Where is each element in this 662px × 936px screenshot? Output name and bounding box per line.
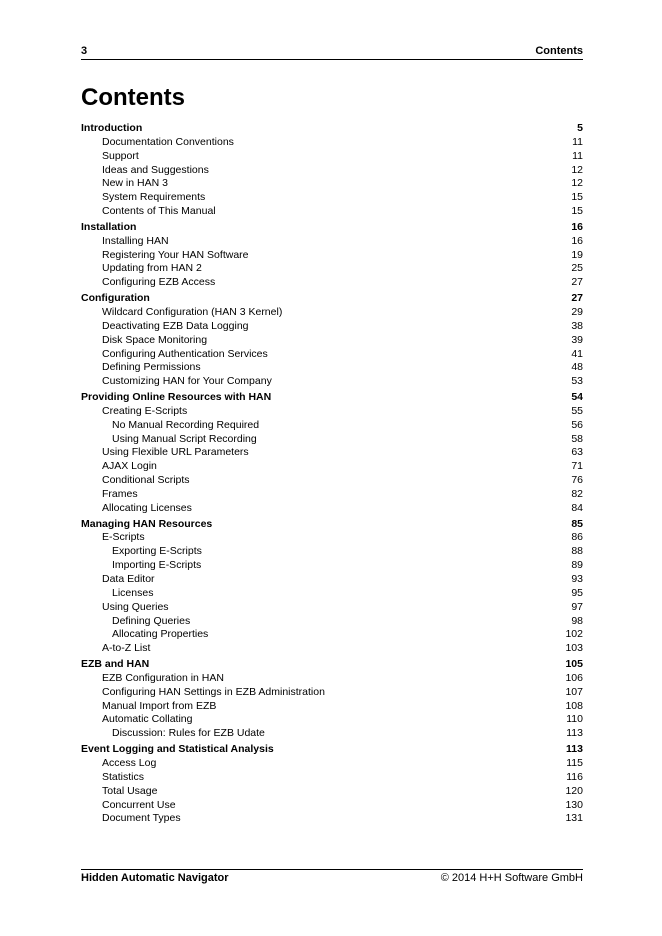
toc-entry[interactable] bbox=[81, 573, 583, 587]
toc-entry[interactable] bbox=[81, 587, 583, 601]
toc-entry-page: 130 bbox=[565, 798, 583, 811]
toc-entry-title[interactable]: Documentation Conventions bbox=[102, 135, 234, 148]
toc-entry-page: 25 bbox=[571, 262, 583, 275]
toc-entry-title[interactable]: Access Log bbox=[102, 756, 157, 769]
toc-entry[interactable] bbox=[81, 446, 583, 460]
toc-entry-title[interactable]: Creating E-Scripts bbox=[102, 404, 188, 417]
toc-entry[interactable] bbox=[81, 405, 583, 419]
toc-entry-title[interactable]: System Requirements bbox=[102, 191, 206, 204]
toc-entry[interactable] bbox=[81, 150, 583, 164]
toc-entry-title[interactable]: Customizing HAN for Your Company bbox=[102, 375, 272, 388]
toc-entry[interactable] bbox=[81, 727, 583, 741]
toc-entry-page: 27 bbox=[571, 276, 583, 289]
toc-entry-title[interactable]: Frames bbox=[102, 487, 138, 500]
toc-entry[interactable] bbox=[81, 502, 583, 516]
toc-entry[interactable] bbox=[81, 164, 583, 178]
footer-title: Hidden Automatic Navigator bbox=[81, 872, 229, 884]
toc-entry[interactable] bbox=[81, 812, 583, 826]
toc-entry-title[interactable]: Managing HAN Resources bbox=[81, 517, 213, 530]
page-number: 3 bbox=[81, 45, 88, 57]
toc-entry[interactable] bbox=[81, 221, 583, 235]
toc-entry-page: 76 bbox=[571, 474, 583, 487]
toc-entry-page: 15 bbox=[571, 205, 583, 218]
toc-entry-title[interactable]: Registering Your HAN Software bbox=[102, 248, 249, 261]
toc-entry-page: 39 bbox=[571, 333, 583, 346]
toc-entry[interactable] bbox=[81, 249, 583, 263]
toc-entry[interactable] bbox=[81, 743, 583, 757]
toc-entry[interactable] bbox=[81, 799, 583, 813]
toc-entry[interactable] bbox=[81, 348, 583, 362]
toc-entry-title[interactable]: Event Logging and Statistical Analysis bbox=[81, 743, 274, 756]
toc-entry-title[interactable]: Allocating Properties bbox=[112, 628, 209, 641]
toc-entry-page: 103 bbox=[565, 642, 583, 655]
toc-entry[interactable] bbox=[81, 205, 583, 219]
toc-entry-title[interactable]: Configuring HAN Settings in EZB Administration bbox=[102, 685, 325, 698]
toc-entry-title[interactable]: Total Usage bbox=[102, 784, 158, 797]
toc-entry[interactable] bbox=[81, 361, 583, 375]
toc-entry[interactable] bbox=[81, 601, 583, 615]
toc-entry[interactable] bbox=[81, 474, 583, 488]
page-header bbox=[81, 45, 583, 60]
toc-entry-title[interactable]: Allocating Licenses bbox=[102, 501, 192, 514]
toc-entry-title[interactable]: EZB Configuration in HAN bbox=[102, 671, 224, 684]
toc-entry-title[interactable]: Defining Queries bbox=[112, 614, 191, 627]
toc-entry-title[interactable]: Support bbox=[102, 149, 139, 162]
toc-entry-title[interactable]: EZB and HAN bbox=[81, 658, 150, 671]
toc-entry-page: 106 bbox=[565, 671, 583, 684]
toc-entry[interactable] bbox=[81, 320, 583, 334]
toc-entry[interactable] bbox=[81, 531, 583, 545]
toc-entry[interactable] bbox=[81, 460, 583, 474]
toc-entry[interactable] bbox=[81, 276, 583, 290]
toc-entry[interactable] bbox=[81, 785, 583, 799]
toc-entry[interactable] bbox=[81, 545, 583, 559]
toc-entry-title[interactable]: Document Types bbox=[102, 812, 181, 825]
toc-entry-title[interactable]: Data Editor bbox=[102, 573, 155, 585]
toc-entry-title[interactable]: Concurrent Use bbox=[102, 798, 176, 811]
toc-entry[interactable] bbox=[81, 559, 583, 573]
toc-entry[interactable] bbox=[81, 518, 583, 532]
toc-entry-page: 120 bbox=[565, 784, 583, 797]
toc-entry-page: 48 bbox=[571, 361, 583, 374]
toc-entry-page: 116 bbox=[566, 770, 583, 783]
toc-entry-title[interactable]: Statistics bbox=[102, 770, 145, 783]
toc-entry-page: 19 bbox=[571, 248, 583, 261]
toc-entry-page: 115 bbox=[566, 756, 583, 769]
toc-entry[interactable] bbox=[81, 771, 583, 785]
toc-entry-title[interactable]: Discussion: Rules for EZB Udate bbox=[112, 727, 265, 740]
toc-entry-title[interactable]: Using Queries bbox=[102, 600, 169, 613]
toc-entry-page: 89 bbox=[571, 559, 583, 572]
toc-entry-title[interactable]: Licenses bbox=[112, 586, 154, 599]
toc-entry[interactable] bbox=[81, 292, 583, 306]
toc-entry-page: 56 bbox=[571, 418, 583, 431]
toc-entry-page: 16 bbox=[571, 220, 583, 233]
toc-entry-title[interactable]: Contents of This Manual bbox=[102, 205, 216, 218]
toc-entry-title[interactable]: Configuring Authentication Services bbox=[102, 347, 268, 360]
toc-entry-title[interactable]: Manual Import from EZB bbox=[102, 699, 217, 712]
toc-entry-title[interactable]: New in HAN 3 bbox=[102, 177, 168, 190]
toc-entry-page: 5 bbox=[577, 122, 583, 134]
toc-entry-title[interactable]: AJAX Login bbox=[102, 460, 157, 473]
toc-entry-page: 110 bbox=[566, 713, 583, 726]
toc-entry-page: 29 bbox=[571, 305, 583, 318]
page-title: Contents bbox=[81, 84, 185, 111]
toc-entry-title[interactable]: A-to-Z List bbox=[102, 642, 151, 655]
toc-entry-page: 55 bbox=[571, 404, 583, 417]
toc-entry[interactable] bbox=[81, 419, 583, 433]
toc-entry[interactable] bbox=[81, 177, 583, 191]
toc-entry[interactable] bbox=[81, 757, 583, 771]
toc-entry-title[interactable]: Introduction bbox=[81, 122, 143, 134]
toc-entry-page: 93 bbox=[571, 573, 583, 585]
toc-entry-title[interactable]: Disk Space Monitoring bbox=[102, 333, 208, 346]
toc-entry[interactable] bbox=[81, 391, 583, 405]
toc-entry[interactable] bbox=[81, 433, 583, 447]
toc-entry-page: 12 bbox=[571, 163, 583, 176]
toc-entry-title[interactable]: Deactivating EZB Data Logging bbox=[102, 319, 249, 332]
toc-entry[interactable] bbox=[81, 122, 583, 136]
toc-entry[interactable] bbox=[81, 306, 583, 320]
toc-entry-title[interactable]: Configuring EZB Access bbox=[102, 276, 216, 289]
toc-entry-page: 113 bbox=[566, 743, 583, 756]
toc-entry[interactable] bbox=[81, 700, 583, 714]
toc-entry-title[interactable]: Ideas and Suggestions bbox=[102, 163, 209, 176]
toc-entry-title[interactable]: Using Flexible URL Parameters bbox=[102, 446, 249, 459]
toc-entry-page: 88 bbox=[571, 545, 583, 558]
toc-entry-page: 11 bbox=[572, 149, 583, 162]
toc-entry-page: 12 bbox=[571, 177, 583, 190]
toc-entry-title[interactable]: Providing Online Resources with HAN bbox=[81, 391, 272, 404]
toc-entry-page: 107 bbox=[565, 685, 583, 698]
page-footer bbox=[81, 869, 583, 884]
toc-entry[interactable] bbox=[81, 262, 583, 276]
toc-entry-page: 113 bbox=[566, 727, 583, 740]
toc-entry-page: 86 bbox=[571, 531, 583, 544]
table-of-contents bbox=[81, 122, 583, 826]
toc-entry-page: 95 bbox=[571, 586, 583, 599]
toc-entry[interactable] bbox=[81, 375, 583, 389]
toc-entry-page: 38 bbox=[571, 319, 583, 332]
toc-entry-title[interactable]: Configuration bbox=[81, 292, 150, 305]
toc-entry-page: 105 bbox=[565, 658, 583, 671]
footer-copyright: © 2014 H+H Software GmbH bbox=[440, 872, 583, 884]
toc-entry-page: 53 bbox=[571, 375, 583, 388]
toc-entry-title[interactable]: Defining Permissions bbox=[102, 361, 201, 374]
toc-entry-page: 97 bbox=[571, 600, 583, 613]
toc-entry-title[interactable]: No Manual Recording Required bbox=[112, 418, 260, 431]
toc-entry[interactable] bbox=[81, 488, 583, 502]
toc-entry-page: 108 bbox=[565, 699, 583, 712]
toc-entry-title[interactable]: Using Manual Script Recording bbox=[112, 432, 257, 445]
toc-entry-page: 84 bbox=[571, 501, 583, 514]
toc-entry[interactable] bbox=[81, 615, 583, 629]
toc-entry-page: 54 bbox=[571, 391, 583, 404]
toc-entry-page: 131 bbox=[565, 812, 583, 825]
toc-entry[interactable] bbox=[81, 672, 583, 686]
toc-entry[interactable] bbox=[81, 235, 583, 249]
toc-entry[interactable] bbox=[81, 686, 583, 700]
toc-entry-title[interactable]: Installing HAN bbox=[102, 234, 169, 247]
toc-entry-title[interactable]: Wildcard Configuration (HAN 3 Kernel) bbox=[102, 305, 283, 318]
toc-entry[interactable] bbox=[81, 713, 583, 727]
toc-entry-page: 27 bbox=[571, 292, 583, 305]
toc-entry-page: 15 bbox=[571, 191, 583, 204]
toc-entry-page: 63 bbox=[571, 446, 583, 459]
toc-entry-title[interactable]: Conditional Scripts bbox=[102, 474, 190, 487]
toc-entry-page: 98 bbox=[571, 614, 583, 627]
toc-entry-page: 71 bbox=[571, 460, 583, 473]
toc-entry-page: 58 bbox=[571, 432, 583, 445]
toc-entry-page: 11 bbox=[572, 135, 583, 148]
toc-entry-title[interactable]: Installation bbox=[81, 220, 137, 233]
toc-entry[interactable] bbox=[81, 628, 583, 642]
toc-entry-title[interactable]: Updating from HAN 2 bbox=[102, 262, 202, 275]
toc-entry-title[interactable]: Automatic Collating bbox=[102, 713, 193, 726]
toc-entry-title[interactable]: Importing E-Scripts bbox=[112, 559, 202, 572]
toc-entry-page: 41 bbox=[571, 347, 583, 360]
toc-entry[interactable] bbox=[81, 191, 583, 205]
toc-entry-title[interactable]: Exporting E-Scripts bbox=[112, 545, 202, 558]
header-section: Contents bbox=[535, 45, 583, 57]
toc-entry-title[interactable]: E-Scripts bbox=[102, 531, 145, 544]
toc-entry[interactable] bbox=[81, 642, 583, 656]
toc-entry[interactable] bbox=[81, 136, 583, 150]
toc-entry-page: 102 bbox=[565, 628, 583, 641]
toc-entry-page: 82 bbox=[571, 487, 583, 500]
toc-entry[interactable] bbox=[81, 334, 583, 348]
toc-entry[interactable] bbox=[81, 658, 583, 672]
toc-entry-page: 16 bbox=[571, 234, 583, 247]
toc-entry-page: 85 bbox=[571, 517, 583, 530]
